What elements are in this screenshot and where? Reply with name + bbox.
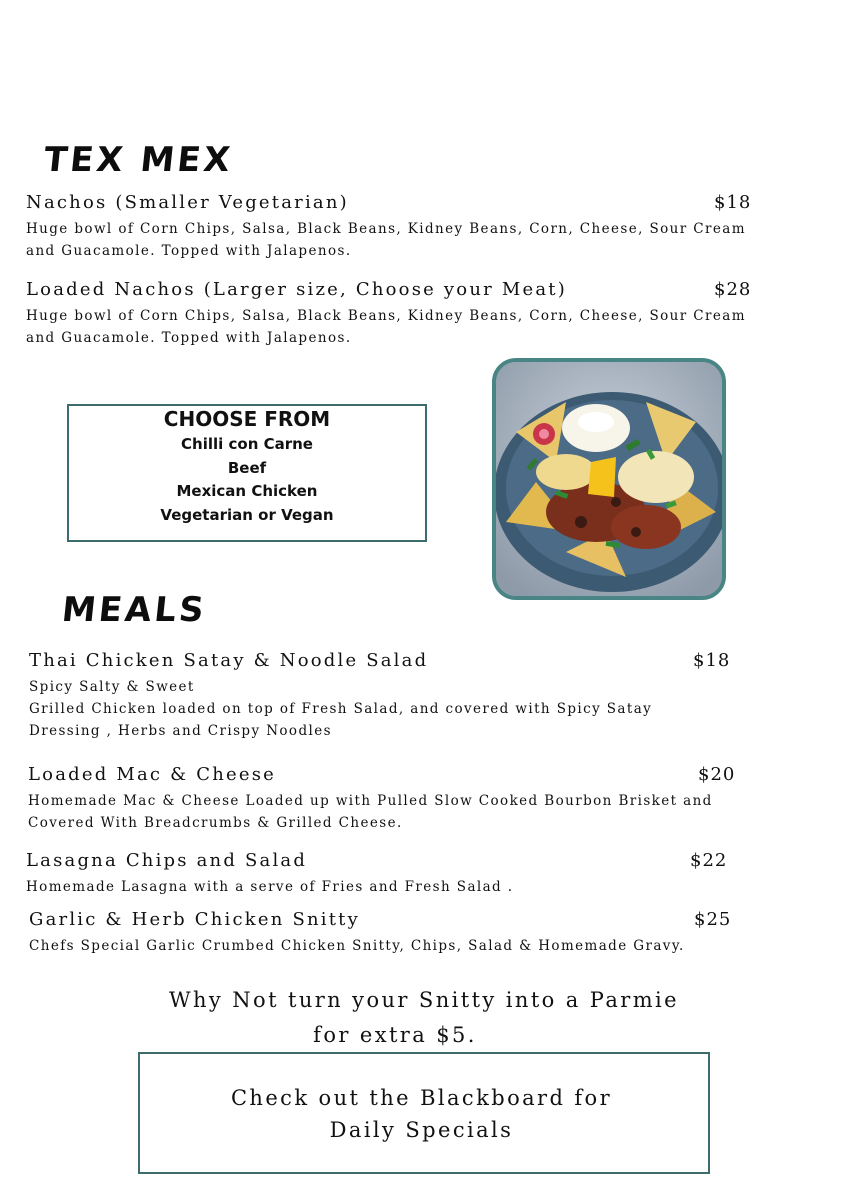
item-name-mac-cheese: Loaded Mac & Cheese [28,764,277,785]
item-name-loaded-nachos: Loaded Nachos (Larger size, Choose your Meat) [26,279,567,300]
specials-line-2: Daily Specials [329,1118,514,1142]
specials-line-1: Check out the Blackboard for [230,1086,613,1110]
specials-box [138,1052,710,1174]
item-price-thai-chicken: $18 [693,650,731,671]
desc-line: Chefs Special Garlic Crumbed Chicken Snitty, Chips, Salad & Homemade Gravy. [29,938,685,954]
promo-line-2: for extra $5. [313,1023,477,1047]
item-name-thai-chicken: Thai Chicken Satay & Noodle Salad [29,650,429,671]
item-price-lasagna: $22 [690,850,728,871]
choose-option: Beef [227,458,267,477]
promo-line-1: Why Not turn your Snitty into a Parmie [169,988,679,1012]
desc-line: Covered With Breadcrumbs & Grilled Cheese. [28,815,403,831]
item-desc-lasagna [26,876,513,898]
choose-option: Mexican Chicken [176,482,318,500]
choose-option: Chilli con Carne [181,435,313,453]
item-desc-nachos [26,218,746,262]
desc-line: Huge bowl of Corn Chips, Salsa, Black Beans, Kidney Beans, Corn, Cheese, Sour Cream [26,221,746,237]
choose-option: Vegetarian or Vegan [160,505,334,524]
section-title-meals: MEALS [59,590,209,630]
section-title-tex-mex: TEX MEX [41,140,235,180]
desc-line: Homemade Lasagna with a serve of Fries and Fresh Salad . [26,879,514,895]
item-name-lasagna: Lasagna Chips and Salad [26,850,308,871]
choose-from-box [67,404,427,542]
item-price-nachos: $18 [714,192,752,213]
desc-line: Spicy Salty & Sweet [29,679,195,695]
nachos-photo-illustration [496,362,722,596]
item-name-snitty: Garlic & Herb Chicken Snitty [29,909,360,930]
item-desc-loaded-nachos [26,305,746,349]
item-desc-snitty [29,935,685,957]
item-name-nachos: Nachos (Smaller Vegetarian) [26,192,349,213]
desc-line: Grilled Chicken loaded on top of Fresh Salad, and covered with Spicy Satay [29,701,653,717]
desc-line: Homemade Mac & Cheese Loaded up with Pulled Slow Cooked Bourbon Brisket and [28,793,713,809]
desc-line: and Guacamole. Topped with Jalapenos. [26,330,352,346]
desc-line: Dressing , Herbs and Crispy Noodles [29,723,332,739]
item-price-mac-cheese: $20 [698,764,736,785]
item-desc-thai-chicken [29,676,652,742]
desc-line: Huge bowl of Corn Chips, Salsa, Black Beans, Kidney Beans, Corn, Cheese, Sour Cream [26,308,746,324]
nachos-photo [492,358,726,600]
choose-from-title: CHOOSE FROM [163,407,331,431]
item-price-snitty: $25 [694,909,732,930]
desc-line: and Guacamole. Topped with Jalapenos. [26,243,352,259]
item-price-loaded-nachos: $28 [714,279,752,300]
item-desc-mac-cheese [28,790,713,834]
